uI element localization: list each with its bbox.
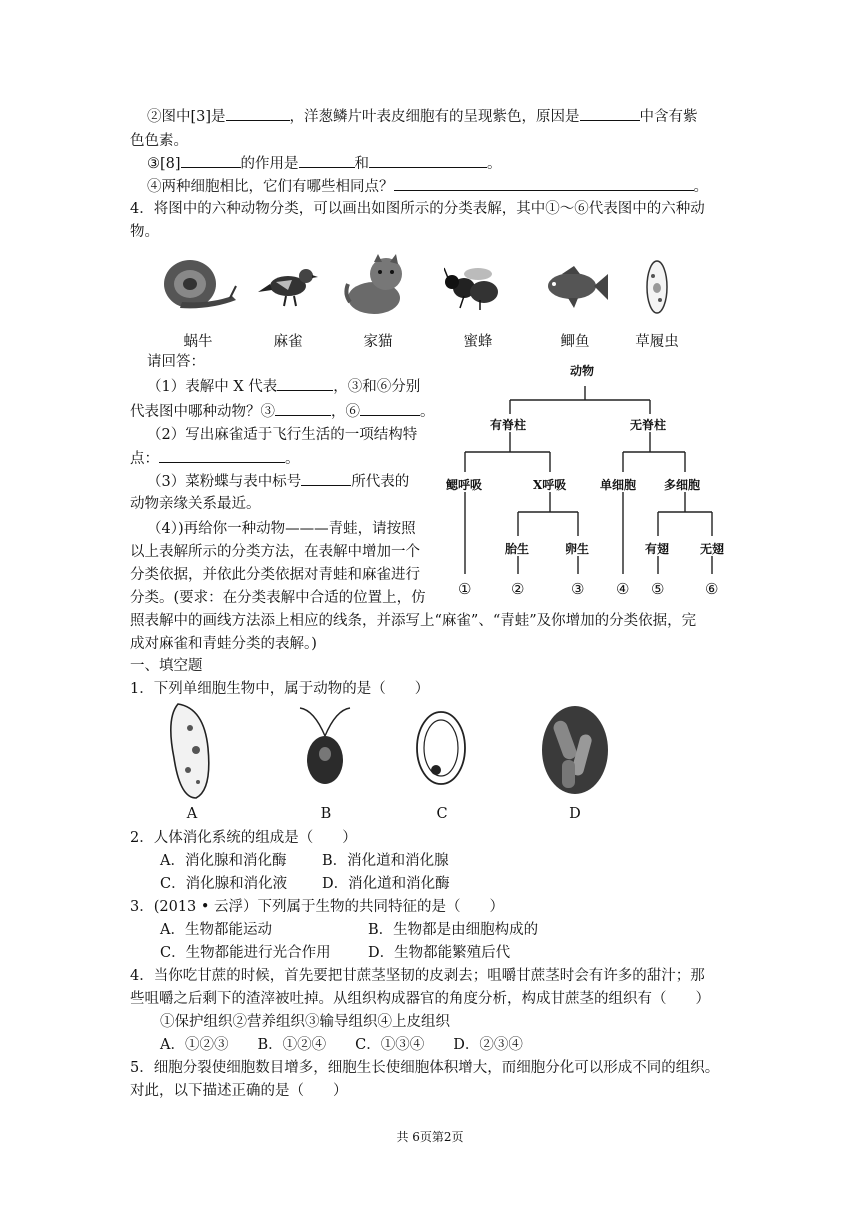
tree-leaf-6: ⑥ — [705, 580, 719, 598]
question-3: 3．(2013 • 云浮）下列属于生物的共同特征的是（ ） — [130, 899, 505, 915]
q4-ask: 请回答： — [147, 354, 205, 370]
q2-option-a: A．消化腺和消化酶 — [160, 853, 287, 869]
tree-wingless: 无翅 — [700, 542, 725, 556]
tree-winged: 有翅 — [645, 542, 670, 556]
q3-option-d: D．生物都能繁殖后代 — [368, 945, 511, 961]
tree-invertebrate: 无脊柱 — [630, 418, 667, 432]
tree-leaf-3: ③ — [571, 580, 585, 598]
q4-items: ①保护组织②营养组织③输导组织④上皮组织 — [160, 1014, 450, 1030]
q4-intro-cont: 物。 — [130, 224, 159, 240]
organism-b-image — [294, 700, 356, 786]
q3-line-3: ③[8] 的作用是 和 。 — [147, 153, 502, 174]
q4-p4-3: 分类依据，并依此分类依据对青蛙和麻雀进行 — [130, 567, 420, 583]
animal-label-bee: 蜜蜂 — [463, 334, 493, 350]
animal-label-sparrow: 麻雀 — [273, 334, 303, 350]
q3-line-2: ②图中[3]是 ，洋葱鳞片叶表皮细胞有的呈现紫色，原因是 中含有紫 — [147, 106, 698, 127]
question-5: 5．细胞分裂使细胞数目增多，细胞生长使细胞体积增大，而细胞分化可以形成不同的组织。 — [130, 1060, 720, 1076]
q4-p4-4: 分类。(要求：在分类表解中合适的位置上，仿 — [130, 590, 426, 606]
question-1: 1．下列单细胞生物中，属于动物的是（ ） — [130, 681, 430, 697]
option-label-a: A — [186, 806, 198, 822]
animal-label-paramecium: 草履虫 — [635, 334, 679, 350]
q3-option-b: B．生物都是由细胞构成的 — [368, 922, 539, 938]
tree-leaf-5: ⑤ — [651, 580, 665, 598]
tree-gill-breathing: 鳃呼吸 — [446, 478, 483, 492]
tree-viviparous: 胎生 — [505, 542, 530, 556]
q4-p3: （3）菜粉蝶与表中标号 所代表的 — [147, 471, 409, 492]
q4-options: A．①②③ B．①②④ C．①③④ D．②③④ — [160, 1037, 523, 1053]
section-heading: 一、填空题 — [130, 658, 203, 674]
question-2: 2．人体消化系统的组成是（ ） — [130, 830, 357, 846]
option-label-b: B — [320, 806, 332, 822]
q3-option-a: A．生物都能运动 — [160, 922, 272, 938]
organism-d-image — [540, 704, 610, 796]
q4-p1-cont: 代表图中哪种动物？③ ，⑥ 。 — [130, 401, 435, 422]
q4-p4-1: （4）)再给你一种动物———青蛙，请按照 — [147, 521, 416, 537]
q3-line-4: ④两种细胞相比，它们有哪些相同点？ 。 — [147, 176, 708, 197]
q4-p4-2: 以上表解所示的分类方法，在表解中增加一个 — [130, 544, 420, 560]
page-footer: 共 6页第2页 — [396, 1130, 464, 1144]
q3-line-2-cont: 色色素。 — [130, 133, 188, 149]
bee-image — [444, 262, 512, 310]
tree-vertebrate: 有脊柱 — [490, 418, 527, 432]
option-label-d: D — [569, 806, 581, 822]
q4-intro: 4．将图中的六种动物分类，可以画出如图所示的分类表解，其中①～⑥代表图中的六种动 — [130, 201, 705, 217]
q4-p4-5: 照表解中的画线方法添上相应的线条，并添写上“麻雀”、“青蛙”及你增加的分类依据，完 — [130, 613, 697, 629]
q2-option-c: C．消化腺和消化液 — [160, 876, 288, 892]
tree-x-breathing: X呼吸 — [533, 478, 567, 492]
tree-single-cell: 单细胞 — [600, 478, 637, 492]
question-4: 4．当你吃甘蔗的时候，首先要把甘蔗茎坚韧的皮剥去；咀嚼甘蔗茎时会有许多的甜汁；那 — [130, 968, 705, 984]
tree-leaf-2: ② — [511, 580, 525, 598]
paramecium-image — [642, 258, 672, 316]
cat-image — [340, 254, 414, 316]
q2-option-b: B．消化道和消化腺 — [322, 853, 449, 869]
tree-multi-cell: 多细胞 — [664, 478, 701, 492]
option-label-c: C — [436, 806, 448, 822]
snail-image — [160, 256, 240, 314]
tree-leaf-4: ④ — [616, 580, 630, 598]
animal-label-carp: 鲫鱼 — [560, 334, 590, 350]
tree-leaf-1: ① — [458, 580, 472, 598]
question-4-cont: 些咀嚼之后剩下的渣滓被吐掉。从组织构成器官的角度分析，构成甘蔗茎的组织有（ ） — [130, 991, 710, 1007]
organism-c-image — [414, 708, 468, 788]
crucian-carp-image — [540, 266, 610, 310]
q4-p2: （2）写出麻雀适于飞行生活的一项结构特 — [147, 427, 418, 443]
question-5-cont: 对此，以下描述正确的是（ ） — [130, 1083, 348, 1099]
q4-p2-cont: 点： 。 — [130, 448, 300, 469]
animal-label-snail: 蜗牛 — [183, 334, 213, 350]
tree-root: 动物 — [570, 364, 595, 378]
sparrow-image — [258, 262, 320, 308]
q4-p3-cont: 动物亲缘关系最近。 — [130, 496, 261, 512]
organism-a-image — [160, 698, 220, 802]
q3-option-c: C．生物都能进行光合作用 — [160, 945, 331, 961]
animal-label-cat: 家猫 — [363, 334, 393, 350]
tree-oviparous: 卵生 — [565, 542, 590, 556]
q4-p1: （1）表解中 X 代表 ，③和⑥分别 — [147, 376, 420, 397]
q4-p4-6: 成对麻雀和青蛙分类的表解。) — [130, 636, 317, 652]
q2-option-d: D．消化道和消化酶 — [322, 876, 450, 892]
